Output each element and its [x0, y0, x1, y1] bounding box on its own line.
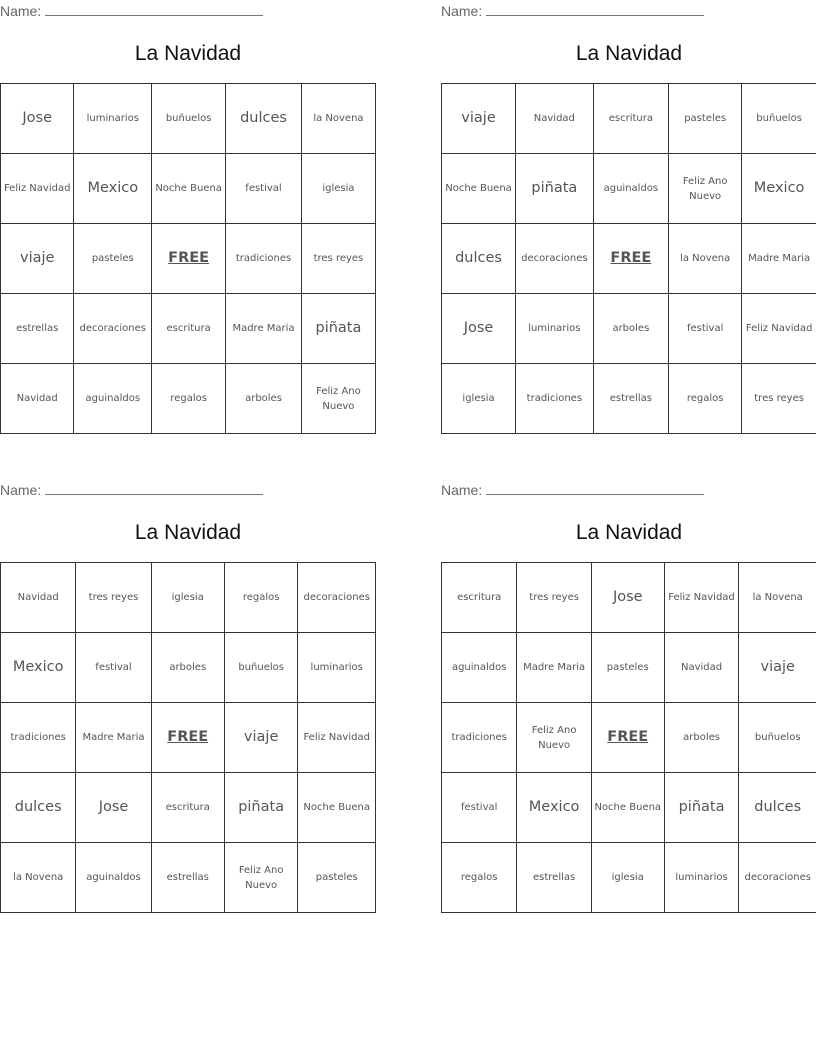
grid-row — [1, 773, 376, 843]
grid-cell: Madre Maria — [226, 294, 302, 364]
grid-cell: luminarios — [74, 84, 152, 154]
grid-cell: arboles — [664, 703, 739, 773]
free-space: FREE — [593, 224, 668, 294]
grid-row — [1, 364, 376, 434]
grid-cell: Feliz Navidad — [664, 563, 739, 633]
grid-cell: la Novena — [669, 224, 742, 294]
grid-row — [442, 224, 816, 294]
grid-cell: tradiciones — [442, 703, 517, 773]
grid-cell: Jose — [1, 84, 74, 154]
grid-cell: Noche Buena — [152, 154, 226, 224]
grid-cell: Jose — [591, 563, 664, 633]
grid-cell: Madre Maria — [742, 224, 816, 294]
grid-cell: tres reyes — [76, 563, 151, 633]
grid-cell: festival — [226, 154, 302, 224]
grid-cell: dulces — [739, 773, 816, 843]
grid-cell: aguinaldos — [442, 633, 517, 703]
free-space: FREE — [151, 703, 224, 773]
grid-cell: piñata — [224, 773, 298, 843]
grid-cell: Mexico — [1, 633, 76, 703]
grid-cell: Feliz Ano Nuevo — [517, 703, 591, 773]
grid-cell: Feliz Navidad — [742, 294, 816, 364]
grid-cell: tradiciones — [516, 364, 594, 434]
grid-cell: Feliz Ano Nuevo — [224, 843, 298, 913]
grid-cell: escritura — [152, 294, 226, 364]
card-title: La Navidad — [575, 521, 683, 544]
grid-cell: Navidad — [664, 633, 739, 703]
name-blank-line — [486, 3, 704, 16]
grid-cell: piñata — [516, 154, 594, 224]
grid-cell: estrellas — [1, 294, 74, 364]
grid-cell: pasteles — [74, 224, 152, 294]
grid-cell: viaje — [442, 84, 516, 154]
grid-cell: aguinaldos — [593, 154, 668, 224]
grid-cell: escritura — [151, 773, 224, 843]
grid-row — [1, 224, 376, 294]
grid-cell: Jose — [442, 294, 516, 364]
grid-cell: Feliz Ano Nuevo — [669, 154, 742, 224]
name-field — [0, 3, 263, 19]
grid-cell: Noche Buena — [591, 773, 664, 843]
bingo-grid — [441, 83, 816, 434]
grid-cell: pasteles — [591, 633, 664, 703]
grid-row — [442, 773, 816, 843]
grid-cell: Mexico — [74, 154, 152, 224]
grid-cell: dulces — [442, 224, 516, 294]
name-label: Name: — [0, 482, 42, 498]
grid-cell: la Novena — [739, 563, 816, 633]
grid-row — [442, 364, 816, 434]
name-blank-line — [45, 3, 263, 16]
grid-cell: estrellas — [151, 843, 224, 913]
name-blank-line — [486, 482, 704, 495]
grid-cell: tres reyes — [742, 364, 816, 434]
bingo-grid — [441, 562, 816, 913]
grid-cell: escritura — [442, 563, 517, 633]
grid-row — [442, 84, 816, 154]
grid-cell: dulces — [1, 773, 76, 843]
grid-row — [1, 563, 376, 633]
grid-cell: Feliz Ano Nuevo — [301, 364, 375, 434]
grid-cell: iglesia — [301, 154, 375, 224]
grid-cell: arboles — [151, 633, 224, 703]
grid-row — [1, 294, 376, 364]
grid-cell: festival — [76, 633, 151, 703]
grid-cell: festival — [442, 773, 517, 843]
bingo-grid — [0, 83, 376, 434]
grid-row — [442, 633, 816, 703]
grid-cell: tradiciones — [1, 703, 76, 773]
grid-cell: piñata — [301, 294, 375, 364]
grid-cell: Navidad — [1, 563, 76, 633]
grid-cell: luminarios — [516, 294, 594, 364]
grid-row — [1, 843, 376, 913]
name-label: Name: — [0, 3, 42, 19]
grid-cell: Mexico — [742, 154, 816, 224]
name-field — [441, 482, 704, 498]
grid-cell: iglesia — [591, 843, 664, 913]
grid-row — [1, 154, 376, 224]
grid-cell: Madre Maria — [517, 633, 591, 703]
grid-cell: pasteles — [298, 843, 376, 913]
grid-cell: iglesia — [442, 364, 516, 434]
name-blank-line — [45, 482, 263, 495]
grid-cell: arboles — [226, 364, 302, 434]
grid-cell: Noche Buena — [298, 773, 376, 843]
grid-row — [442, 563, 816, 633]
grid-row — [442, 154, 816, 224]
grid-cell: buñuelos — [739, 703, 816, 773]
name-label: Name: — [441, 482, 483, 498]
grid-cell: regalos — [442, 843, 517, 913]
grid-cell: la Novena — [301, 84, 375, 154]
name-label: Name: — [441, 3, 483, 19]
grid-cell: decoraciones — [298, 563, 376, 633]
grid-cell: estrellas — [593, 364, 668, 434]
grid-row — [442, 294, 816, 364]
grid-cell: buñuelos — [742, 84, 816, 154]
grid-cell: buñuelos — [152, 84, 226, 154]
grid-cell: estrellas — [517, 843, 591, 913]
free-space: FREE — [591, 703, 664, 773]
grid-cell: piñata — [664, 773, 739, 843]
grid-row — [1, 703, 376, 773]
bingo-card-1 — [0, 0, 376, 436]
card-title: La Navidad — [575, 42, 683, 65]
grid-row — [1, 633, 376, 703]
grid-cell: Madre Maria — [76, 703, 151, 773]
grid-cell: luminarios — [664, 843, 739, 913]
free-space: FREE — [152, 224, 226, 294]
grid-cell: aguinaldos — [74, 364, 152, 434]
grid-cell: viaje — [739, 633, 816, 703]
grid-cell: iglesia — [151, 563, 224, 633]
grid-cell: viaje — [224, 703, 298, 773]
grid-cell: Mexico — [517, 773, 591, 843]
grid-cell: luminarios — [298, 633, 376, 703]
name-field — [441, 3, 704, 19]
grid-cell: decoraciones — [516, 224, 594, 294]
grid-cell: tres reyes — [301, 224, 375, 294]
bingo-card-4 — [441, 479, 816, 915]
bingo-card-3 — [0, 479, 376, 915]
grid-cell: decoraciones — [739, 843, 816, 913]
grid-cell: regalos — [152, 364, 226, 434]
grid-row — [1, 84, 376, 154]
name-field — [0, 482, 263, 498]
grid-cell: decoraciones — [74, 294, 152, 364]
grid-cell: viaje — [1, 224, 74, 294]
grid-cell: dulces — [226, 84, 302, 154]
grid-row — [442, 843, 816, 913]
bingo-card-2 — [441, 0, 816, 436]
grid-cell: regalos — [224, 563, 298, 633]
grid-cell: arboles — [593, 294, 668, 364]
grid-cell: Feliz Navidad — [1, 154, 74, 224]
grid-cell: buñuelos — [224, 633, 298, 703]
grid-cell: Navidad — [1, 364, 74, 434]
grid-cell: Jose — [76, 773, 151, 843]
grid-cell: Navidad — [516, 84, 594, 154]
card-title: La Navidad — [134, 521, 242, 544]
card-title: La Navidad — [134, 42, 242, 65]
grid-cell: tres reyes — [517, 563, 591, 633]
grid-cell: la Novena — [1, 843, 76, 913]
grid-cell: regalos — [669, 364, 742, 434]
grid-cell: escritura — [593, 84, 668, 154]
bingo-grid — [0, 562, 376, 913]
grid-row — [442, 703, 816, 773]
grid-cell: festival — [669, 294, 742, 364]
grid-cell: pasteles — [669, 84, 742, 154]
grid-cell: aguinaldos — [76, 843, 151, 913]
grid-cell: Feliz Navidad — [298, 703, 376, 773]
grid-cell: Noche Buena — [442, 154, 516, 224]
grid-cell: tradiciones — [226, 224, 302, 294]
